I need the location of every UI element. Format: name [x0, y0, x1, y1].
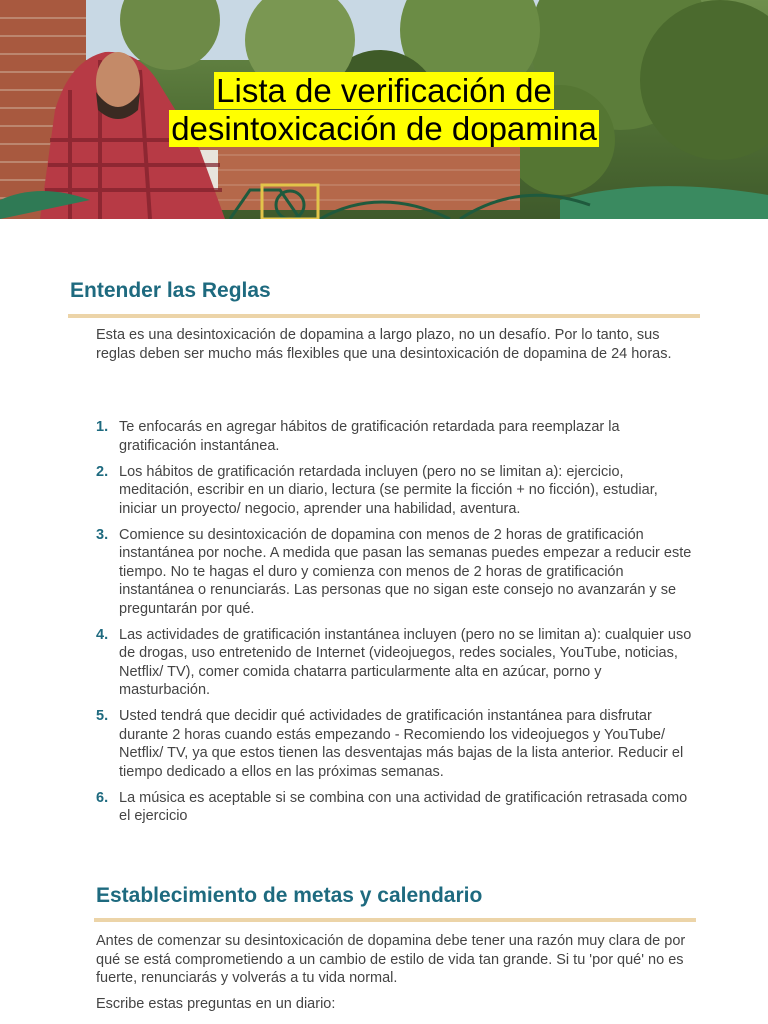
section-heading-rules: Entender las Reglas	[70, 279, 271, 302]
heading-divider	[68, 314, 700, 318]
list-item-text: Te enfocarás en agregar hábitos de gratificación retardada para reemplazar la gratificación instantánea.	[119, 419, 620, 454]
rules-list	[96, 418, 696, 833]
list-item	[96, 463, 696, 519]
list-number: 1.	[96, 419, 109, 435]
list-number: 4.	[96, 626, 109, 643]
list-item-text: La música es aceptable si se combina con una actividad de gratificación retrasada como el ejercicio	[119, 789, 688, 824]
list-item	[96, 526, 696, 619]
section-heading-goals: Establecimiento de metas y calendario	[96, 884, 483, 907]
list-number: 5.	[96, 708, 109, 724]
title-line-2: desintoxicación de dopamina	[171, 110, 597, 147]
list-number: 3.	[96, 526, 109, 543]
list-item	[96, 707, 696, 781]
list-item-text: Los hábitos de gratificación retardada incluyen (pero no se limitan a): ejercicio, meditación, escribir en un diario, lectura (se permite la ficción + no ficción), estudiar, iniciar un proyecto/ negocio, aprender una habilidad, aventura.	[119, 463, 658, 517]
list-item	[96, 626, 696, 700]
goals-intro-paragraph: Antes de comenzar su desintoxicación de dopamina debe tener una razón muy clara de por qué se está comprometiendo a un cambio de estilo de vida tan grande. Si tu 'por qué' no es fuerte, renunciarás y volverás a tu vida normal.	[96, 933, 686, 986]
rules-intro-paragraph: Esta es una desintoxicación de dopamina a largo plazo, no un desafío. Por lo tanto, sus reglas deben ser mucho más flexibles que una desintoxicación de dopamina de 24 horas.	[96, 327, 672, 362]
list-item-text: Comience su desintoxicación de dopamina con menos de 2 horas de gratificación instantánea por noche. A medida que pasan las semanas puedes empezar a reducir este tiempo. No te hagas el duro y comienza con menos de 2 horas de gratificación instantánea o renunciarás. Las personas que no sigan este consejo no avanzarán y se preguntarán por qué.	[119, 526, 692, 617]
list-number: 6.	[96, 789, 109, 806]
list-number: 2.	[96, 463, 109, 480]
list-item-text: Las actividades de gratificación instantánea incluyen (pero no se limitan a): cualquier uso de drogas, uso entretenido de Internet (videojuegos, redes sociales, YouTube, noticias, Netflix/ TV), comer comida chatarra particularmente alta en azúcar, porno y masturbación.	[119, 626, 692, 698]
title-line-1: Lista de verificación de	[216, 72, 552, 109]
page-title	[0, 72, 768, 148]
hero-banner	[0, 0, 768, 219]
list-item	[96, 418, 696, 455]
heading-divider	[94, 918, 696, 922]
list-item	[96, 789, 696, 826]
journal-prompt: Escribe estas preguntas en un diario:	[96, 996, 336, 1012]
list-item-text: Usted tendrá que decidir qué actividades de gratificación instantánea para disfrutar durante 2 horas cuando estás empezando - Recomiendo los videojuegos y YouTube/ Netflix/ TV, ya que estos tienen las desventajas más bajas de la lista anterior. Reducir el tiempo dedicado a ellos en las próximas semanas.	[119, 708, 684, 780]
